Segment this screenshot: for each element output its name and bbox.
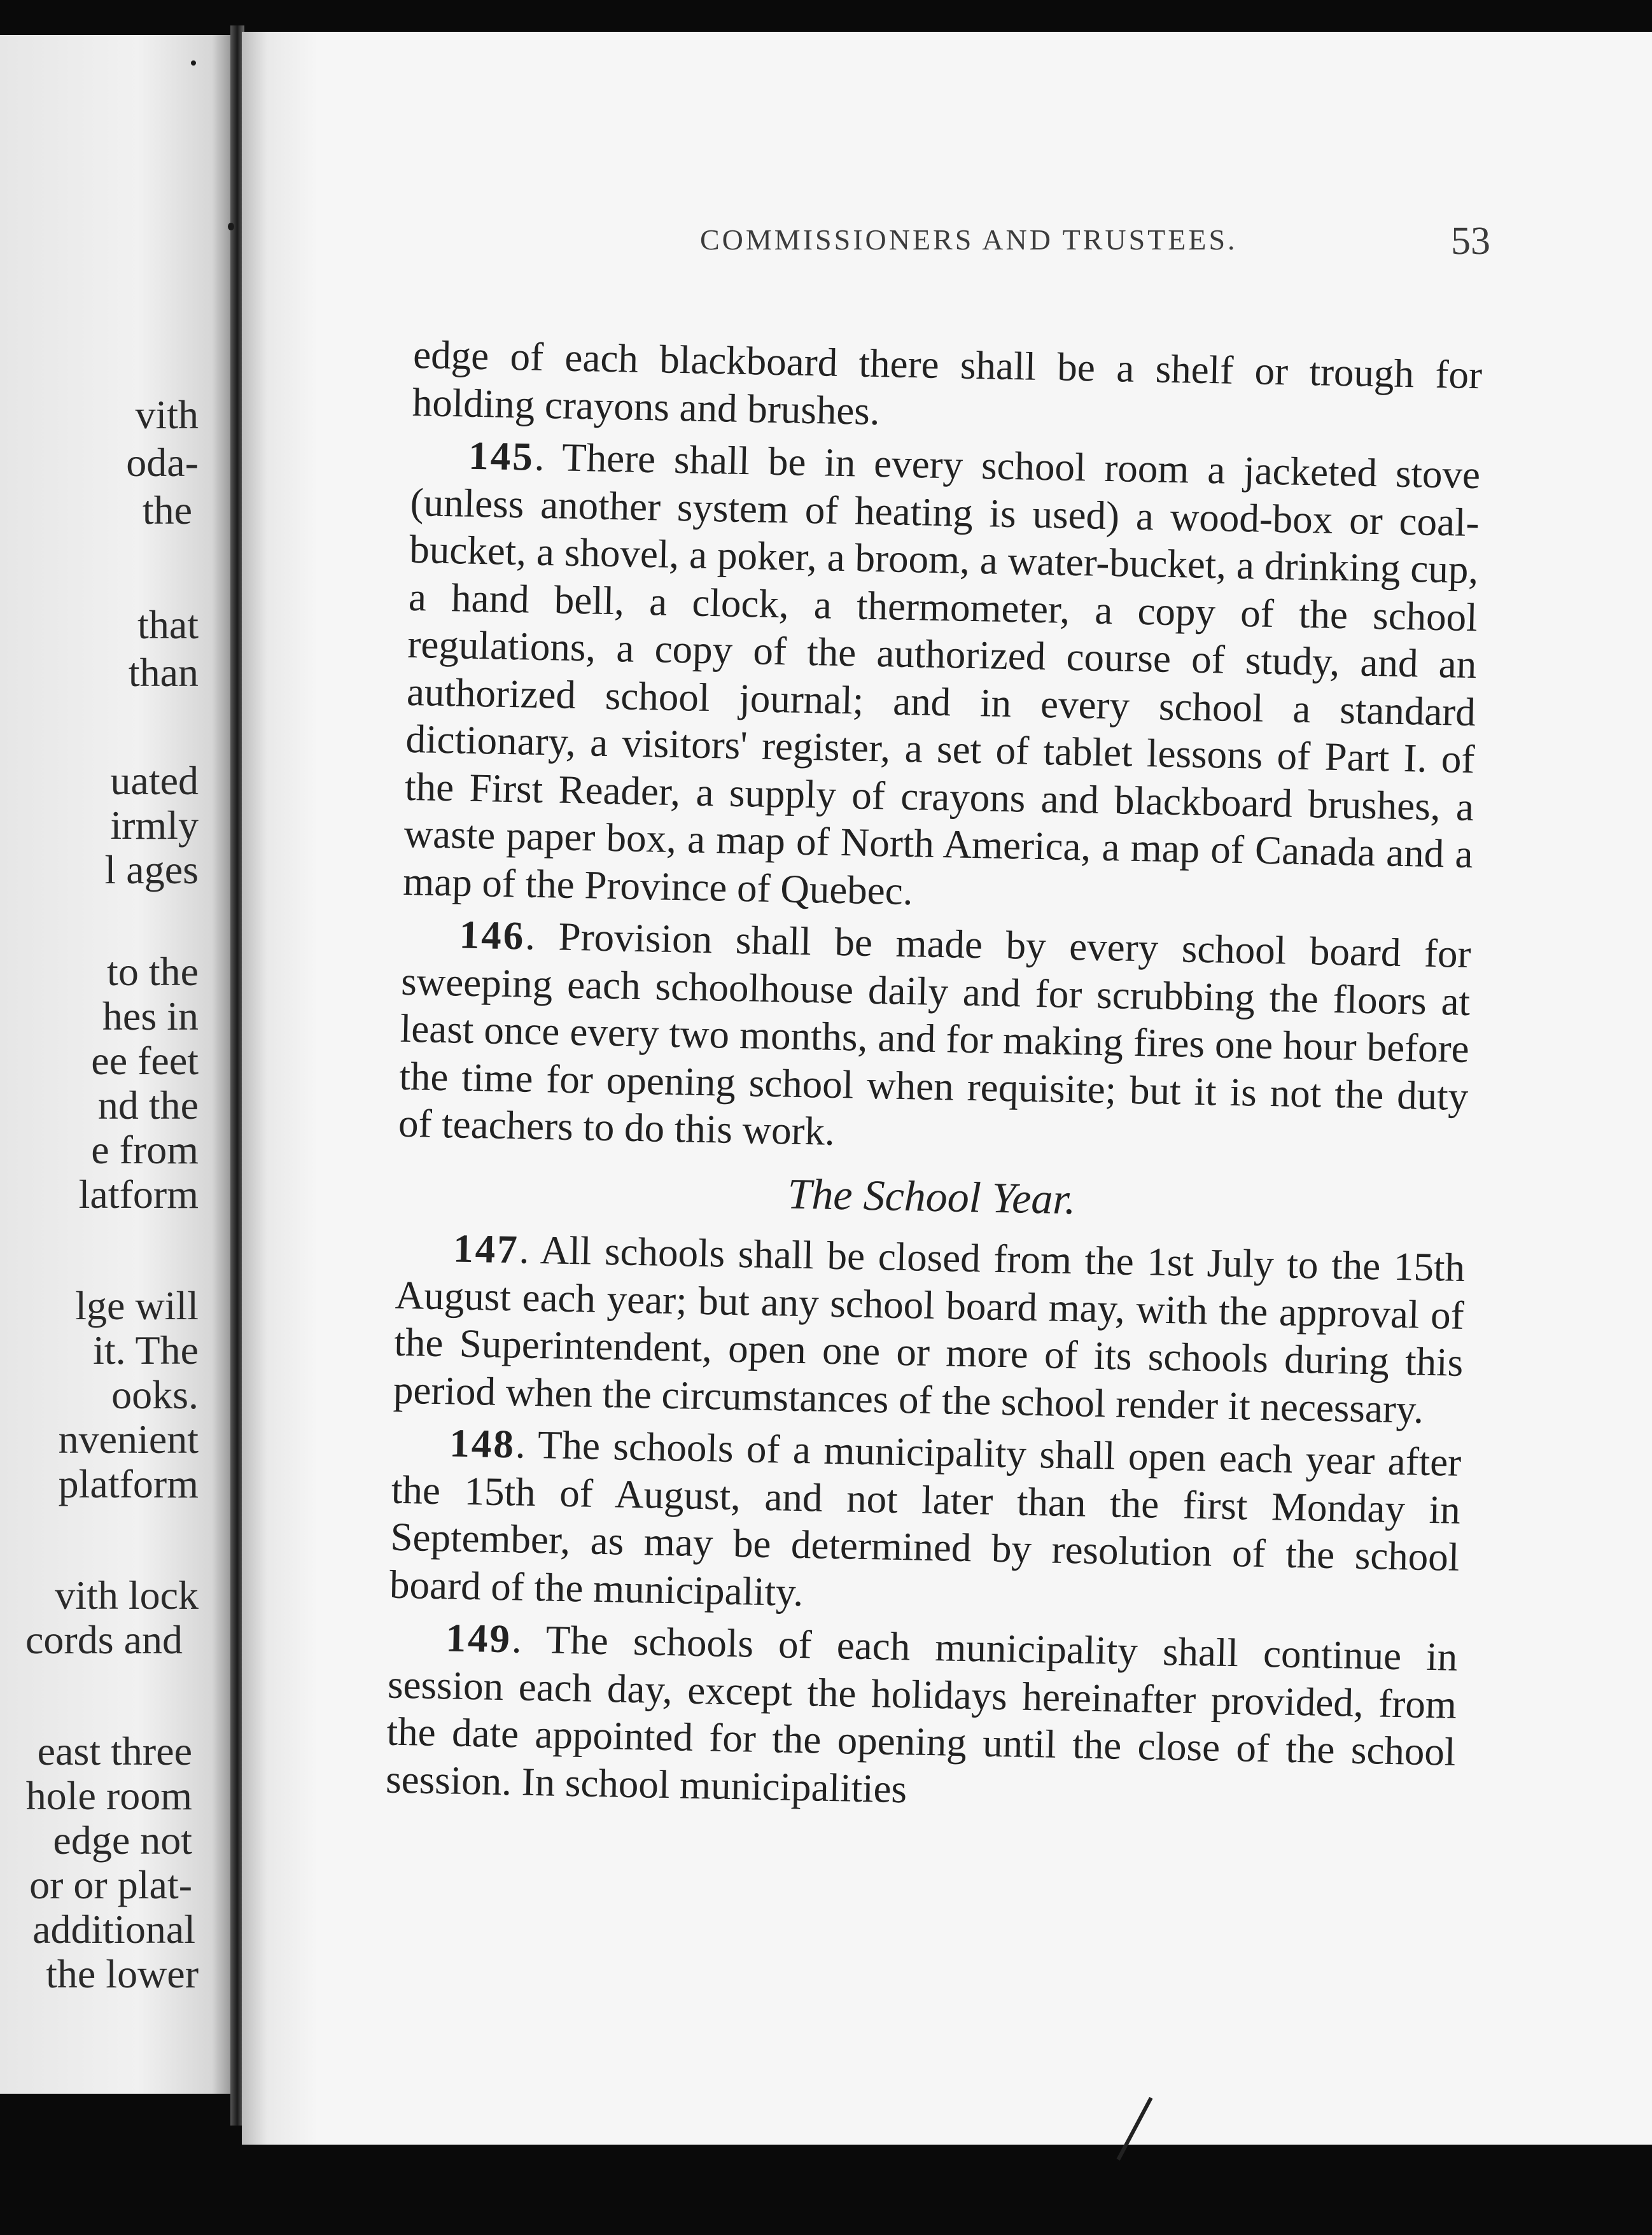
section-heading: The School Year. bbox=[787, 1169, 1077, 1223]
left-fragment: to the bbox=[107, 949, 199, 994]
left-fragment: l ages bbox=[104, 847, 199, 892]
left-fragment: hes in bbox=[102, 993, 199, 1039]
dust-speck bbox=[191, 60, 196, 66]
section-text: Provision shall be made by every school board for sweeping each schoolhouse daily and for scrubbing the floors at least once every two months, and for making fires one hour before the time for opening school when requisite; but it is not the duty of teachers to do this work. bbox=[398, 914, 1472, 1154]
running-head: COMMISSIONERS AND TRUSTEES. bbox=[700, 223, 1238, 256]
page-body bbox=[385, 331, 1482, 1828]
left-fragment: ooks. bbox=[111, 1372, 199, 1417]
left-fragment: platform bbox=[58, 1461, 199, 1506]
section-number: 148 bbox=[449, 1420, 516, 1467]
left-page bbox=[0, 35, 230, 2094]
left-fragment: or or plat- bbox=[29, 1862, 192, 1907]
right-page bbox=[242, 32, 1652, 2145]
section-number: 149 bbox=[445, 1615, 512, 1662]
section-149: 149. The schools of each municipality shall continue in session each day, except the holidays hereinafter provided, from the date appointed for the opening until the close of the school session. In school municipalities bbox=[385, 1615, 1458, 1811]
section-text: All schools shall be closed from the 1st July to the 15th August each year; but any school board may, with the approval of the Superintendent, open one or more of its schools during this period when the circumstances of the school render it necessary. bbox=[393, 1228, 1466, 1432]
section-number: 146 bbox=[459, 912, 526, 958]
left-fragment: than bbox=[128, 650, 199, 695]
section-number: 147 bbox=[452, 1226, 520, 1272]
left-fragment: vith lock bbox=[55, 1573, 199, 1618]
page-number: 53 bbox=[1451, 220, 1490, 263]
left-fragment: edge not bbox=[53, 1818, 192, 1863]
left-fragment: the bbox=[142, 487, 192, 533]
left-fragment: e from bbox=[91, 1127, 199, 1172]
left-fragment: the lower bbox=[46, 1951, 199, 1996]
left-fragment: uated bbox=[110, 758, 199, 803]
left-fragment: latform bbox=[78, 1172, 199, 1217]
margin-mark bbox=[228, 223, 234, 230]
left-fragment: that bbox=[137, 602, 199, 647]
left-fragment: lge will bbox=[75, 1283, 199, 1328]
section-text: The schools of a municipality shall open each year after the 15th of August, and not later than the first Monday in September, as may be determined by resolution of the school board of the municipality. bbox=[389, 1422, 1462, 1615]
left-fragment: ee feet bbox=[91, 1038, 199, 1083]
left-fragment: hole room bbox=[25, 1773, 192, 1818]
section-148: 148. The schools of a municipality shall open each year after the 15th of August, and not later than the first Monday in September, as may be determined by resolution of the school board of the municipality. bbox=[389, 1420, 1462, 1615]
section-146: 146. Provision shall be made by every school board for sweeping each schoolhouse daily and for scrubbing the floors at least once every two months, and for making fires one hour before the time for opening school when requisite; but it is not the duty of teachers to do this work. bbox=[398, 912, 1472, 1154]
left-fragment: nd the bbox=[97, 1082, 199, 1128]
left-fragment: vith bbox=[135, 392, 199, 437]
continuation-paragraph: edge of each blackboard there shall be a shelf or trough for holding crayons and brushes. bbox=[412, 332, 1483, 433]
left-fragment: additional bbox=[32, 1907, 195, 1952]
section-text: The schools of each municipality shall continue in session each day, except the holidays hereinafter provided, from the date appointed for the opening until the close of the school session. In school municipalities bbox=[385, 1617, 1458, 1811]
left-fragment: oda- bbox=[126, 440, 199, 485]
left-fragment: it. The bbox=[93, 1328, 199, 1373]
section-text: There shall be in every school room a jacketed stove (unless another system of heating is used) a wood-box or coal-bucket, a shovel, a poker, a broom, a water-bucket, a drinking cup, a hand bell, a clock, a thermometer, a copy of the school regulations, a copy of the authorized course of study, and an authorized school journal; and in every school a standard dictionary, a visitors' register, a set of tablet lessons of Part I. of the First Reader, a supply of crayons and blackboard brushes, a waste paper box, a map of North America, a map of Canada and a map of the Province of Quebec. bbox=[402, 435, 1481, 913]
section-147: 147. All schools shall be closed from the 1st July to the 15th August each year; but any school board may, with the approval of the Superintendent, open one or more of its schools during this period when the circumstances of the school render it necessary. bbox=[393, 1226, 1466, 1432]
left-fragment: nvenient bbox=[58, 1417, 199, 1462]
left-fragment: east three bbox=[37, 1728, 192, 1774]
section-number: 145 bbox=[468, 433, 535, 479]
left-fragment: cords and bbox=[25, 1617, 183, 1662]
section-145: 145. There shall be in every school room a jacketed stove (unless another system of heating is used) a wood-box or coal-bucket, a shovel, a poker, a broom, a water-bucket, a drinking cup, a hand bell, a clock, a thermometer, a copy of the school regulations, a copy of the authorized course of study, and an authorized school journal; and in every school a standard dictionary, a visitors' register, a set of tablet lessons of Part I. of the First Reader, a supply of crayons and blackboard brushes, a waste paper box, a map of North America, a map of Canada and a map of the Province of Quebec. bbox=[402, 433, 1481, 913]
left-fragment: irmly bbox=[110, 802, 199, 848]
